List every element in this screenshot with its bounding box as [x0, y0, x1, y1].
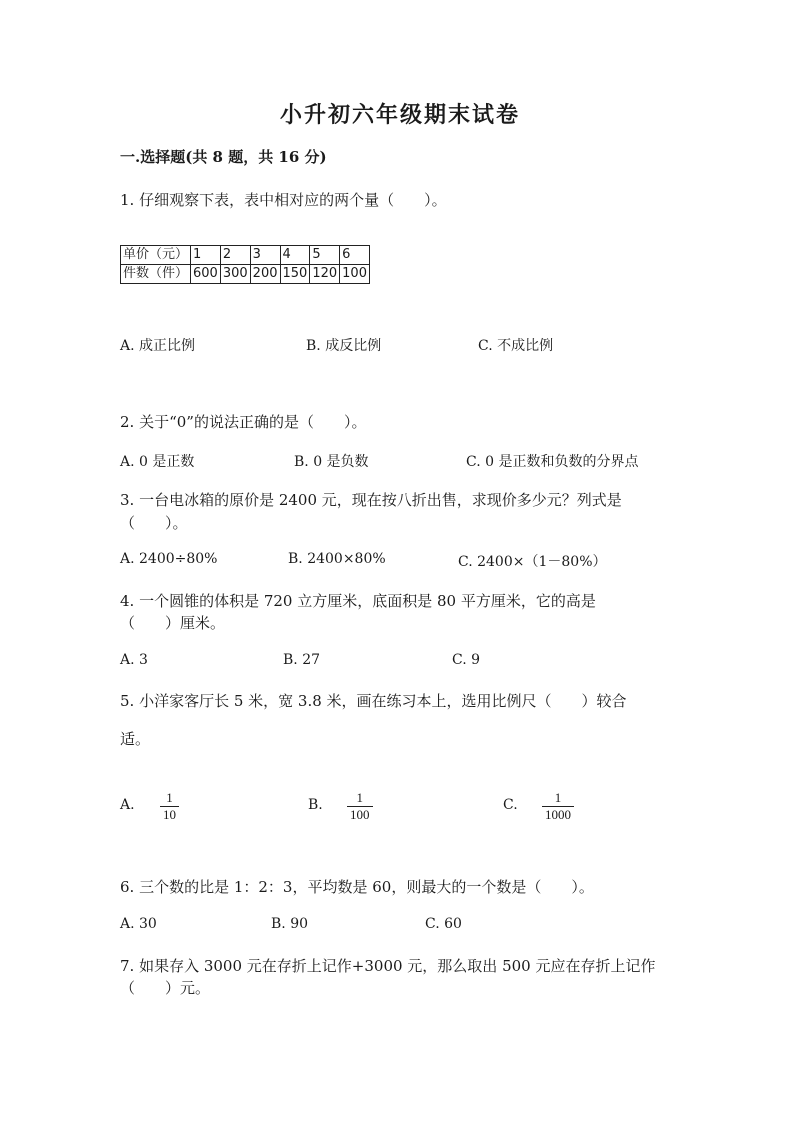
section-heading: 一.选择题(共 8 题，共 16 分) [120, 148, 327, 166]
question-3-option-b[interactable]: B. 2400×80% [288, 551, 386, 567]
question-2-stem: 2. 关于“0”的说法正确的是（ ）。 [120, 413, 367, 431]
table-cell: 2 [220, 246, 250, 265]
table-cell: 4 [280, 246, 310, 265]
question-4-option-c[interactable]: C. 9 [452, 652, 481, 668]
table-cell: 100 [340, 265, 370, 284]
table-cell: 300 [220, 265, 250, 284]
table-cell: 3 [250, 246, 280, 265]
table-cell: 6 [340, 246, 370, 265]
question-1-option-c[interactable]: C. 不成比例 [478, 338, 554, 354]
question-3-option-a[interactable]: A. 2400÷80% [120, 551, 218, 567]
question-2-option-c[interactable]: C. 0 是正数和负数的分界点 [466, 454, 639, 470]
question-2-option-a[interactable]: A. 0 是正数 [120, 454, 195, 470]
question-1-option-a[interactable]: A. 成正比例 [120, 338, 196, 354]
table-cell: 1 [191, 246, 221, 265]
fraction-denominator: 1000 [542, 806, 574, 823]
table-cell: 单价（元） [121, 246, 191, 265]
question-4-option-a[interactable]: A. 3 [120, 652, 148, 668]
question-7-stem: 7. 如果存入 3000 元在存折上记作+3000 元，那么取出 500 元应在存折上记作 [120, 957, 656, 975]
table-row [121, 265, 370, 284]
question-6-option-b[interactable]: B. 90 [271, 916, 309, 932]
question-6-option-c[interactable]: C. 60 [425, 916, 462, 932]
question-3-option-c[interactable]: C. 2400×（1－80%） [458, 554, 607, 570]
question-4-stem-cont: （ ）厘米。 [120, 614, 226, 632]
table-cell: 200 [250, 265, 280, 284]
question-3-stem: 3. 一台电冰箱的原价是 2400 元，现在按八折出售，求现价多少元？列式是 [120, 491, 622, 509]
table-cell: 件数（件） [121, 265, 191, 284]
question-4-stem: 4. 一个圆锥的体积是 720 立方厘米，底面积是 80 平方厘米，它的高是 [120, 592, 596, 610]
table-cell: 600 [191, 265, 221, 284]
fraction-numerator: 1 [356, 790, 363, 805]
question-5-option-c[interactable]: C. [503, 797, 518, 813]
fraction-numerator: 1 [554, 790, 562, 805]
question-4-option-b[interactable]: B. 27 [283, 652, 321, 668]
question-2-option-b[interactable]: B. 0 是负数 [294, 454, 369, 470]
question-5-option-b[interactable]: B. [308, 797, 323, 813]
page-title: 小升初六年级期末试卷 [279, 102, 520, 128]
price-quantity-table [120, 245, 370, 284]
question-5-stem-cont: 适。 [120, 730, 151, 748]
table-cell: 5 [310, 246, 340, 265]
question-1-stem: 1. 仔细观察下表，表中相对应的两个量（ ）。 [120, 191, 447, 209]
fraction-numerator: 1 [166, 790, 173, 805]
question-5-fraction-c[interactable] [542, 790, 574, 823]
fraction-denominator: 100 [347, 806, 373, 823]
question-7-stem-cont: （ ）元。 [120, 979, 211, 997]
question-5-stem: 5. 小洋家客厅长 5 米，宽 3.8 米，画在练习本上，选用比例尺（ ）较合 [120, 692, 627, 710]
question-6-stem: 6. 三个数的比是 1：2：3，平均数是 60，则最大的一个数是（ ）。 [120, 878, 594, 896]
question-5-fraction-b[interactable] [347, 790, 373, 823]
question-3-stem-cont: （ ）。 [120, 514, 188, 532]
table-cell: 150 [280, 265, 310, 284]
question-1-option-b[interactable]: B. 成反比例 [306, 338, 382, 354]
table-cell: 120 [310, 265, 340, 284]
question-5-fraction-a[interactable] [160, 790, 179, 823]
fraction-denominator: 10 [160, 806, 179, 823]
question-6-option-a[interactable]: A. 30 [120, 916, 157, 932]
question-5-option-a[interactable]: A. [120, 797, 135, 813]
table-row [121, 246, 370, 265]
